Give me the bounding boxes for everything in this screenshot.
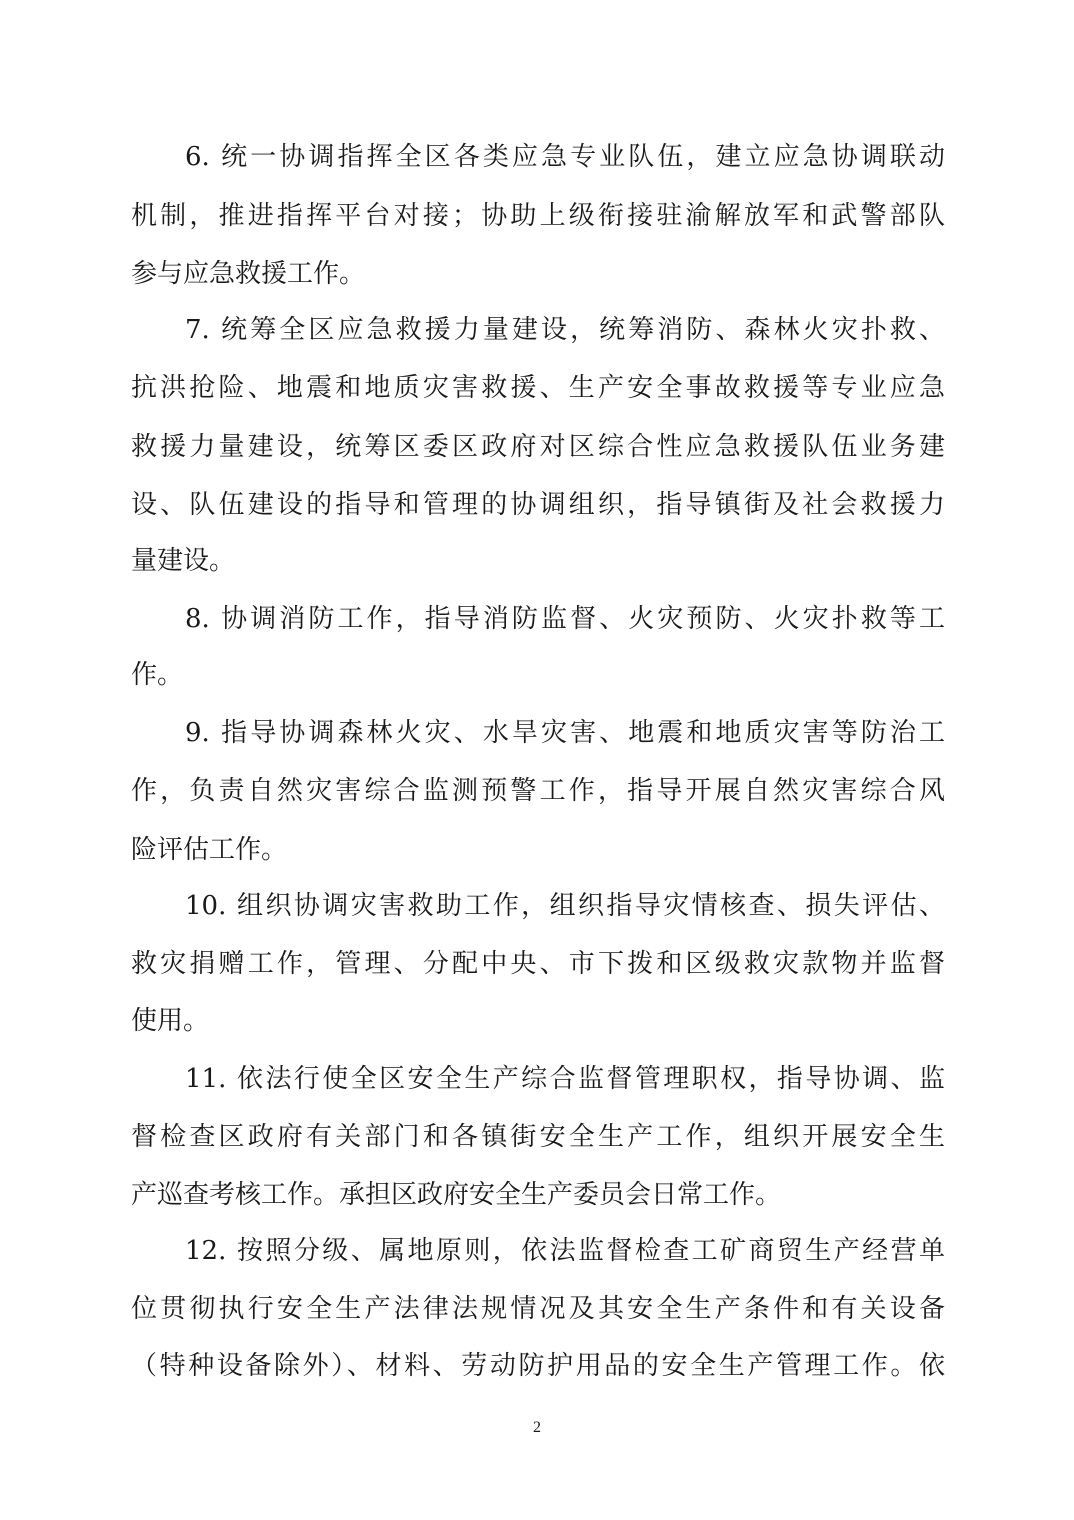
paragraph-10-line-3: 使用。	[131, 1006, 210, 1036]
page-number: 2	[533, 1419, 541, 1436]
paragraph-10-line-1: 10. 组织协调灾害救助工作，组织指导灾情核查、损失评估、	[185, 891, 945, 921]
paragraph-7-line-5: 量建设。	[131, 546, 236, 576]
paragraph-7-line-1: 7. 统筹全区应急救援力量建设，统筹消防、森林火灾扑救、	[185, 315, 945, 345]
paragraph-8-line-1: 8. 协调消防工作，指导消防监督、火灾预防、火灾扑救等工	[185, 604, 945, 634]
paragraph-12-line-1: 12. 按照分级、属地原则，依法监督检查工矿商贸生产经营单	[185, 1236, 945, 1266]
paragraph-11-line-2: 督检查区政府有关部门和各镇街安全生产工作，组织开展安全生	[131, 1122, 945, 1152]
paragraph-10-line-2: 救灾捐赠工作，管理、分配中央、市下拨和区级救灾款物并监督	[131, 949, 945, 979]
paragraph-8-line-2: 作。	[131, 660, 184, 690]
paragraph-7-line-3: 救援力量建设，统筹区委区政府对区综合性应急救援队伍业务建	[131, 432, 945, 462]
paragraph-12-line-2: 位贯彻执行安全生产法律法规情况及其安全生产条件和有关设备	[131, 1294, 945, 1324]
paragraph-9-line-1: 9. 指导协调森林火灾、水旱灾害、地震和地质灾害等防治工	[185, 718, 945, 748]
paragraph-9-line-3: 险评估工作。	[131, 835, 288, 865]
paragraph-11-line-3: 产巡查考核工作。承担区政府安全生产委员会日常工作。	[131, 1180, 782, 1210]
paragraph-7-line-2: 抗洪抢险、地震和地质灾害救援、生产安全事故救援等专业应急	[131, 373, 945, 403]
paragraph-11-line-1: 11. 依法行使全区安全生产综合监督管理职权，指导协调、监	[185, 1064, 945, 1094]
paragraph-12-line-3: （特种设备除外）、材料、劳动防护用品的安全生产管理工作。依	[131, 1351, 945, 1381]
paragraph-6-line-3: 参与应急救援工作。	[131, 259, 366, 289]
paragraph-6-line-1: 6. 统一协调指挥全区各类应急专业队伍，建立应急协调联动	[185, 142, 945, 172]
paragraph-7-line-4: 设、队伍建设的指导和管理的协调组织，指导镇街及社会救援力	[131, 490, 945, 520]
paragraph-6-line-2: 机制，推进指挥平台对接；协助上级衔接驻渝解放军和武警部队	[131, 201, 945, 231]
paragraph-9-line-2: 作，负责自然灾害综合监测预警工作，指导开展自然灾害综合风	[131, 776, 945, 806]
